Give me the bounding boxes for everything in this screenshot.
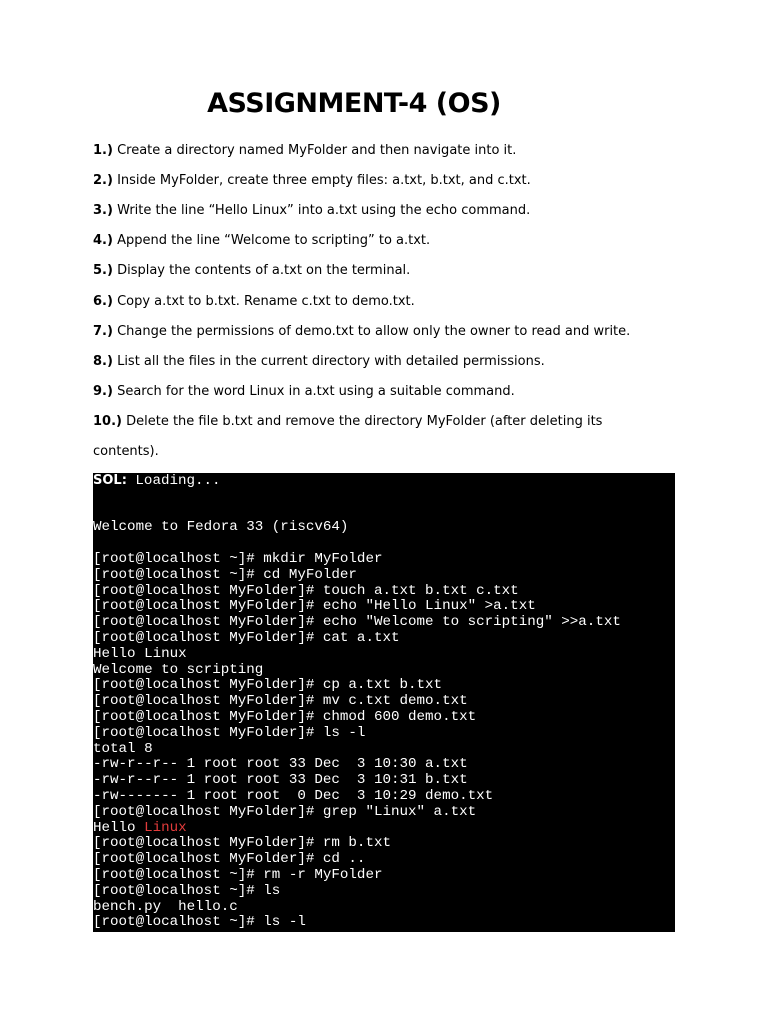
question-text: Delete the file b.txt and remove the directory MyFolder (after deleting its	[121, 413, 603, 429]
question-text: Append the line “Welcome to scripting” to a.txt.	[112, 233, 431, 249]
terminal-line: [root@localhost MyFolder]# chmod 600 demo.txt	[93, 708, 477, 725]
question-number: 4.)	[93, 233, 113, 249]
question-number: 1.)	[93, 143, 113, 158]
terminal-line: [root@localhost MyFolder]# grep "Linux" a.txt	[93, 803, 477, 820]
terminal-line-sol	[93, 473, 675, 489]
terminal-line: [root@localhost MyFolder]# touch a.txt b.txt c.txt	[93, 582, 519, 599]
terminal-line: [root@localhost MyFolder]# ls -l	[93, 724, 366, 741]
question-item	[93, 136, 653, 166]
terminal-screenshot	[93, 473, 675, 932]
question-text: Write the line “Hello Linux” into a.txt using the echo command.	[112, 203, 531, 219]
question-item	[93, 256, 653, 286]
terminal-line: [root@localhost ~]# ls	[93, 882, 281, 899]
question-continuation: contents).	[93, 444, 159, 459]
terminal-line: [root@localhost MyFolder]# cat a.txt	[93, 629, 400, 646]
question-item	[93, 226, 653, 256]
terminal-line: [root@localhost ~]# mkdir MyFolder	[93, 550, 383, 567]
question-item	[93, 347, 653, 377]
question-text: Copy a.txt to b.txt. Rename c.txt to demo.txt.	[112, 293, 415, 309]
question-number: 6.)	[93, 293, 113, 309]
question-text: Create a directory named MyFolder and then navigate into it.	[112, 143, 517, 158]
question-text: Inside MyFolder, create three empty files: a.txt, b.txt, and c.txt.	[112, 173, 531, 189]
question-text: Change the permissions of demo.txt to allow only the owner to read and write.	[112, 323, 631, 339]
terminal-loading-text: Loading...	[126, 473, 221, 489]
question-item	[93, 317, 653, 347]
terminal-line: total 8	[93, 740, 153, 757]
terminal-line: [root@localhost MyFolder]# cp a.txt b.txt	[93, 677, 443, 694]
terminal-line: Welcome to scripting	[93, 661, 264, 678]
page-title: ASSIGNMENT-4 (OS)	[207, 88, 501, 119]
terminal-line	[93, 489, 675, 505]
question-number: 9.)	[93, 383, 113, 399]
terminal-line: Welcome to Fedora 33 (riscv64)	[93, 519, 349, 536]
question-item	[93, 287, 653, 317]
grep-result-prefix: Hello	[93, 819, 145, 836]
terminal-line: [root@localhost MyFolder]# mv c.txt demo.txt	[93, 693, 468, 710]
terminal-line: [root@localhost MyFolder]# echo "Hello Linux" >a.txt	[93, 598, 536, 615]
question-item	[93, 166, 653, 196]
terminal-line: -rw-r--r-- 1 root root 33 Dec 3 10:31 b.txt	[93, 772, 468, 789]
terminal-line: [root@localhost ~]# cd MyFolder	[93, 566, 357, 583]
sol-label: SOL:	[93, 473, 127, 488]
terminal-line: [root@localhost MyFolder]# cd ..	[93, 851, 366, 868]
question-number: 3.)	[93, 203, 113, 219]
question-text: List all the files in the current directory with detailed permissions.	[112, 353, 545, 369]
terminal-line	[93, 505, 675, 521]
terminal-output	[93, 489, 675, 821]
terminal-line: bench.py hello.c	[93, 898, 238, 915]
question-item	[93, 196, 653, 226]
terminal-line: -rw------- 1 root root 0 Dec 3 10:29 demo.txt	[93, 787, 494, 804]
terminal-line	[93, 536, 675, 552]
question-number: 5.)	[93, 263, 113, 279]
terminal-output-after	[93, 836, 675, 931]
question-item	[93, 377, 653, 407]
question-text: Display the contents of a.txt on the terminal.	[112, 263, 411, 279]
question-number: 7.)	[93, 323, 113, 339]
terminal-line: Hello Linux	[93, 645, 187, 662]
terminal-line: [root@localhost ~]# ls -l	[93, 914, 306, 931]
terminal-line: [root@localhost ~]# rm -r MyFolder	[93, 866, 383, 883]
question-text: Search for the word Linux in a.txt using a suitable command.	[112, 383, 515, 399]
terminal-line: [root@localhost MyFolder]# rm b.txt	[93, 835, 391, 852]
question-number: 8.)	[93, 353, 113, 369]
terminal-line-grep-result	[93, 821, 675, 837]
question-item	[93, 407, 653, 437]
question-number: 10.)	[93, 413, 122, 429]
terminal-line: [root@localhost MyFolder]# echo "Welcome to scripting" >>a.txt	[93, 614, 621, 631]
grep-match-highlight: Linux	[144, 819, 187, 836]
terminal-line: -rw-r--r-- 1 root root 33 Dec 3 10:30 a.txt	[93, 756, 468, 773]
question-number: 2.)	[93, 173, 113, 189]
